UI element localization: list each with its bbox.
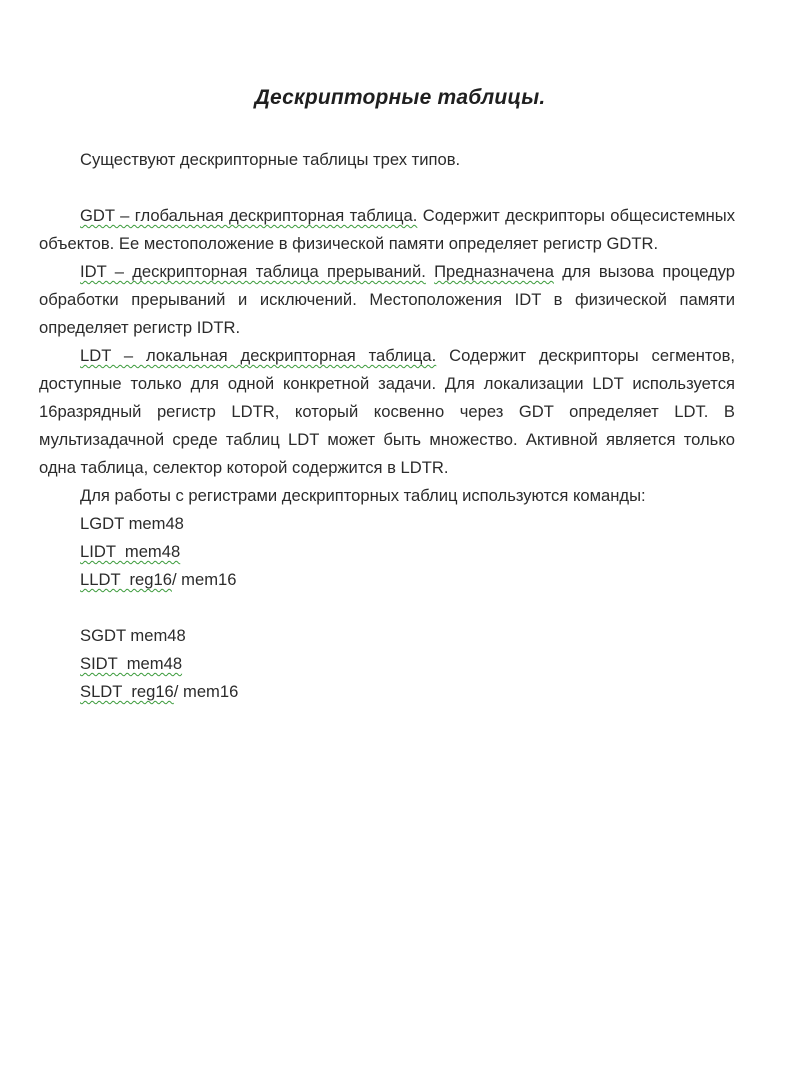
commands-intro: Для работы с регистрами дескрипторных таблиц используются команды: xyxy=(80,486,646,505)
ldt-paragraph xyxy=(39,342,735,482)
command-underlined: LIDT mem48 xyxy=(80,542,181,561)
document-title: Дескрипторные таблицы. xyxy=(254,86,546,109)
command-underlined: SLDT reg16 xyxy=(80,682,174,701)
command-line xyxy=(80,510,735,538)
command-text: LGDT mem48 xyxy=(80,514,184,533)
command-underlined: SIDT mem48 xyxy=(80,654,183,673)
blank-line xyxy=(39,594,735,622)
command-line xyxy=(80,538,735,566)
ldt-text: Содержит дескрипторы сегментов, доступные только для одной конкретной задачи. Для локализации LDT используется 16разрядный регистр LDTR, который косвенно через GDT определяет LDT. В мультизадачной среде таблиц LDT может быть множество. Активной является только одна таблица, селектор которой содержится в LDTR. xyxy=(39,346,735,477)
idt-lead: IDT – дескрипторная таблица прерываний. xyxy=(80,262,426,281)
gdt-text: Содержит дескрипторы общесистемных объектов. Ее местоположение в физической памяти определяет регистр GDTR. xyxy=(39,206,736,253)
command-text: SGDT mem48 xyxy=(80,626,186,645)
command-text: / mem16 xyxy=(173,682,239,701)
idt-text: для вызова процедур обработки прерываний и исключений. Местоположения IDT в физической памяти определяет регистр IDTR. xyxy=(39,262,735,337)
command-line xyxy=(80,650,735,678)
gdt-lead: GDT – глобальная дескрипторная таблица. xyxy=(80,206,418,225)
gdt-paragraph xyxy=(39,202,735,258)
intro-paragraph: Существуют дескрипторные таблицы трех типов. xyxy=(80,150,461,169)
idt-paragraph xyxy=(39,258,735,342)
idt-underlined-word: Предназначена xyxy=(434,262,554,281)
command-line xyxy=(80,678,735,706)
ldt-lead: LDT – локальная дескрипторная таблица. xyxy=(80,346,437,365)
document-body xyxy=(39,146,735,706)
command-underlined: LLDT reg16 xyxy=(80,570,172,589)
command-text: / mem16 xyxy=(171,570,237,589)
command-line xyxy=(80,622,735,650)
command-line xyxy=(80,566,735,594)
